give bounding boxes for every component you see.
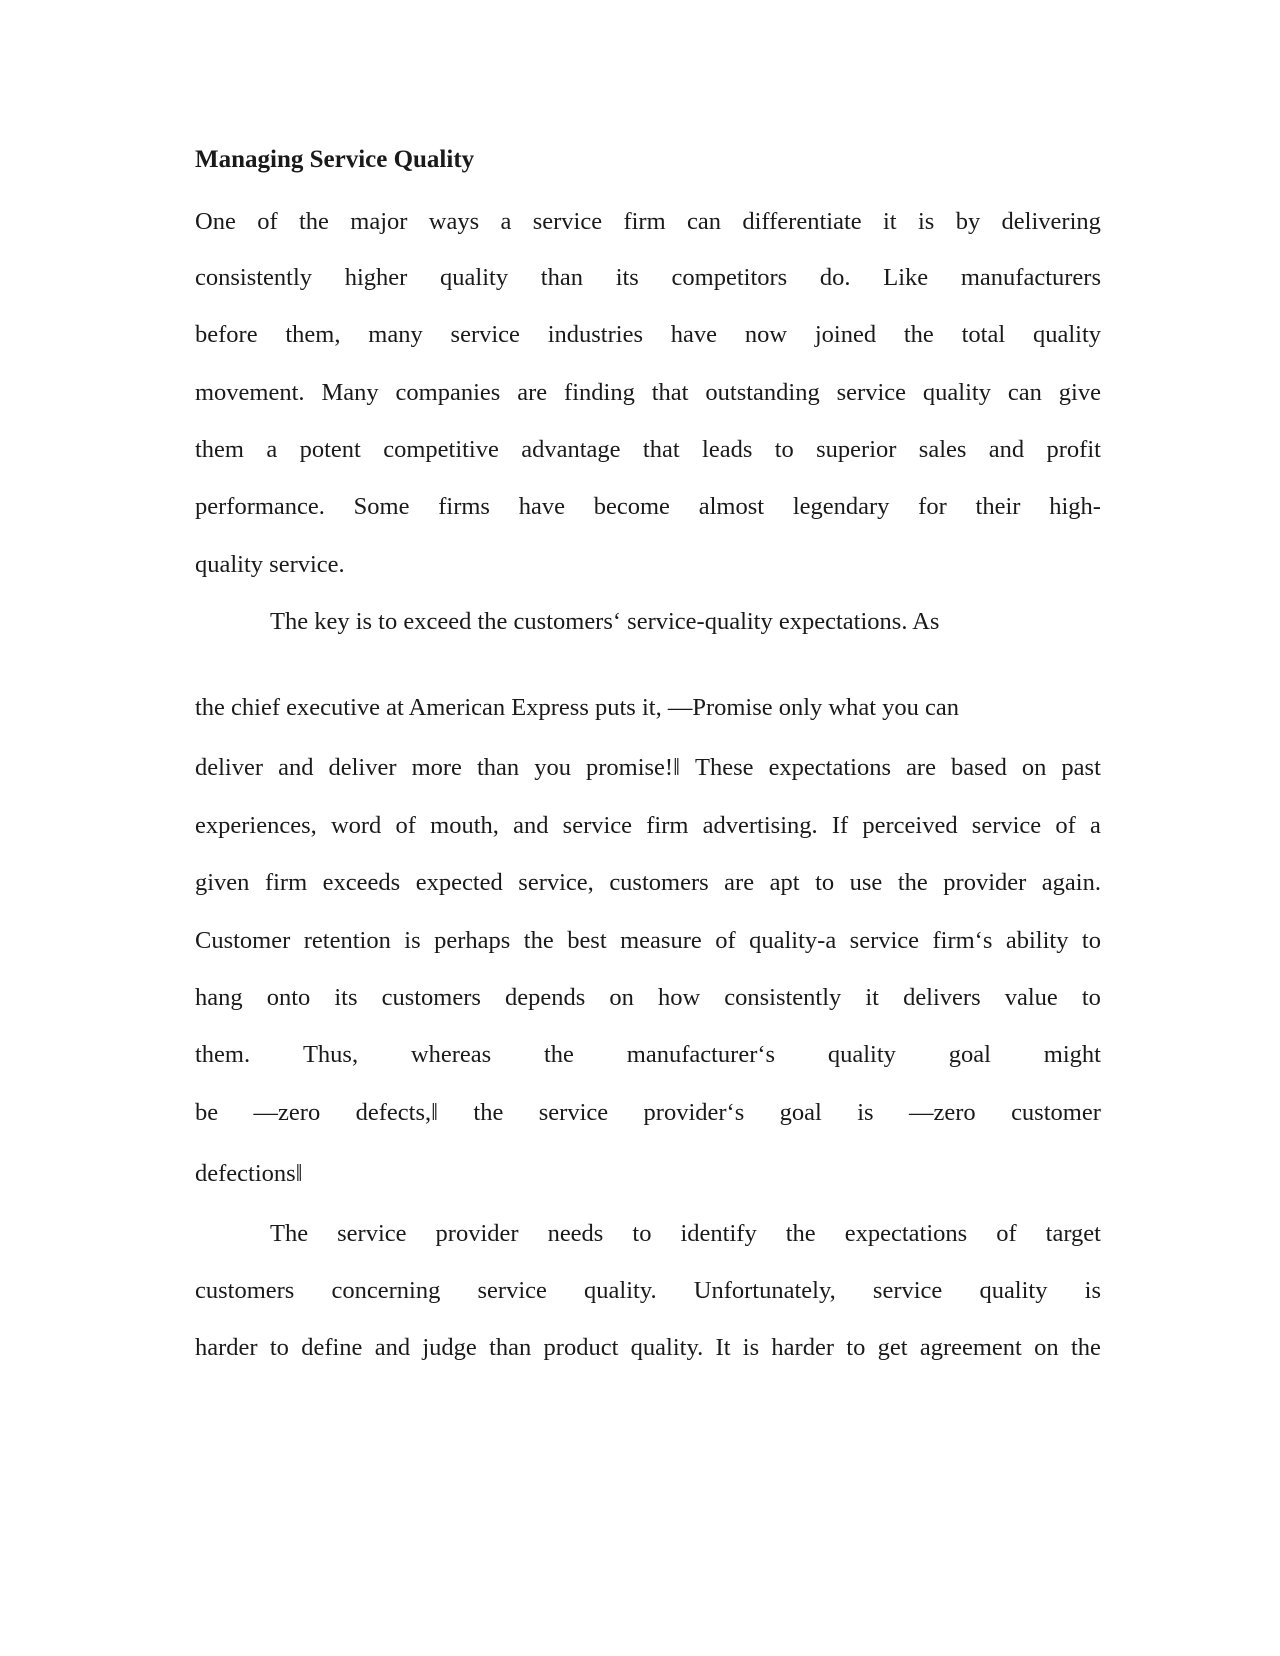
line-word: be (195, 1099, 219, 1126)
line-word: for (918, 493, 947, 520)
paragraph-line (195, 1333, 1101, 1363)
line-word: harder (771, 1334, 834, 1361)
document-heading: Managing Service Quality (195, 146, 475, 173)
line-word: best (567, 927, 607, 954)
paragraph-line (195, 550, 1101, 580)
line-word: judge (422, 1334, 477, 1361)
line-word: ability (1005, 927, 1069, 954)
line-word: These (695, 754, 754, 781)
line-word: Thus, (302, 1041, 359, 1068)
line-word: ways (428, 208, 480, 235)
line-word: Many (321, 379, 379, 406)
line-word: quality (827, 1041, 896, 1068)
line-word: almost (698, 493, 765, 520)
line-word: its (334, 984, 358, 1011)
line-word: joined (814, 321, 877, 348)
line-word: finding (564, 379, 635, 406)
paragraph-line (270, 1219, 1101, 1249)
line-word: more (411, 754, 462, 781)
line-word: quality (922, 379, 991, 406)
line-word: are (517, 379, 548, 406)
line-word: service (836, 379, 907, 406)
line-word: total (961, 321, 1006, 348)
line-text: defections‖ (195, 1160, 303, 1187)
line-word: on (609, 984, 634, 1011)
line-word: higher (344, 264, 408, 291)
line-word: is (1084, 1277, 1101, 1304)
line-word: the (897, 869, 928, 896)
line-word: the (1070, 1334, 1101, 1361)
line-word: a (266, 436, 278, 463)
line-word: you (534, 754, 571, 781)
line-word: can (687, 208, 722, 235)
line-word: measure (620, 927, 702, 954)
line-word: might (1043, 1041, 1101, 1068)
line-word: on (1021, 754, 1047, 781)
line-word: its (615, 264, 639, 291)
line-text: The key is to exceed the customers‘ service-quality expectations. As (270, 608, 940, 635)
paragraph-line (195, 320, 1101, 350)
line-word: of (257, 208, 278, 235)
line-word: before (195, 321, 258, 348)
line-word: the (473, 1099, 504, 1126)
line-word: expectations (768, 754, 892, 781)
line-word: goal (779, 1099, 822, 1126)
line-word: a (500, 208, 512, 235)
line-word: quality. (584, 1277, 657, 1304)
line-word: service (971, 812, 1042, 839)
line-word: are (906, 754, 936, 781)
line-word: than (476, 754, 520, 781)
line-word: of (395, 812, 416, 839)
line-word: Some (353, 493, 410, 520)
line-word: manufacturers (960, 264, 1101, 291)
line-word: firms (438, 493, 490, 520)
line-word: leads (702, 436, 753, 463)
line-word: The (270, 1220, 309, 1247)
line-word: outstanding (705, 379, 820, 406)
line-word: value (1004, 984, 1058, 1011)
line-word: retention (303, 927, 391, 954)
line-word: become (593, 493, 670, 520)
line-word: of (996, 1220, 1017, 1247)
line-word: by (955, 208, 981, 235)
line-word: Unfortunately, (693, 1277, 836, 1304)
paragraph-line (195, 492, 1101, 522)
line-word: the (903, 321, 934, 348)
paragraph-line (195, 753, 1101, 783)
line-word: performance. (195, 493, 325, 520)
line-word: concerning (331, 1277, 441, 1304)
line-word: competitors (671, 264, 788, 291)
line-word: to (774, 436, 794, 463)
paragraph-line (195, 926, 1101, 956)
line-word: depends (505, 984, 586, 1011)
line-word: get (877, 1334, 908, 1361)
line-word: service (532, 208, 603, 235)
paragraph-line (195, 378, 1101, 408)
paragraph-line (195, 207, 1101, 237)
line-word: service (849, 927, 920, 954)
line-word: movement. (195, 379, 305, 406)
line-word: and (374, 1334, 411, 1361)
line-word: consistently (195, 264, 313, 291)
line-word: —zero (253, 1099, 321, 1126)
line-word: service, (518, 869, 594, 896)
line-word: service (562, 812, 633, 839)
paragraph-line (195, 263, 1101, 293)
line-word: onto (266, 984, 311, 1011)
paragraph-line (195, 693, 1101, 723)
paragraph-line (195, 983, 1101, 1013)
paragraph-line (195, 1040, 1101, 1070)
line-word: again. (1041, 869, 1101, 896)
line-word: perhaps (434, 927, 511, 954)
line-word: promise!‖ (586, 754, 680, 781)
line-word: mouth, (430, 812, 499, 839)
line-word: the (785, 1220, 816, 1247)
line-word: industries (547, 321, 643, 348)
line-word: It (715, 1334, 731, 1361)
line-word: of (715, 927, 736, 954)
line-word: firm‘s (932, 927, 993, 954)
line-word: are (724, 869, 755, 896)
line-word: needs (547, 1220, 604, 1247)
line-word: firm (623, 208, 666, 235)
line-word: provider‘s (643, 1099, 745, 1126)
line-word: have (670, 321, 718, 348)
line-word: and (513, 812, 549, 839)
line-word: customer (1011, 1099, 1101, 1126)
line-word: product (543, 1334, 619, 1361)
line-word: competitive (383, 436, 499, 463)
line-word: deliver (328, 754, 397, 781)
line-word: it (883, 208, 897, 235)
line-word: and (988, 436, 1025, 463)
line-word: hang (195, 984, 243, 1011)
line-word: exceeds (322, 869, 401, 896)
line-word: to (1081, 984, 1101, 1011)
line-word: expected (415, 869, 503, 896)
line-word: is (917, 208, 935, 235)
line-word: Customer (195, 927, 291, 954)
line-word: —zero (908, 1099, 976, 1126)
line-word: delivers (903, 984, 981, 1011)
line-word: legendary (792, 493, 890, 520)
line-word: delivering (1001, 208, 1101, 235)
line-word: define (301, 1334, 363, 1361)
paragraph-line (195, 435, 1101, 465)
line-word: than (489, 1334, 532, 1361)
line-word: One (195, 208, 236, 235)
line-word: is (404, 927, 421, 954)
line-word: provider (943, 869, 1027, 896)
line-word: If (831, 812, 849, 839)
line-word: is (742, 1334, 760, 1361)
line-word: to (815, 869, 835, 896)
line-word: major (350, 208, 408, 235)
line-word: apt (769, 869, 800, 896)
line-word: many (368, 321, 423, 348)
line-word: a (1090, 812, 1101, 839)
line-word: quality (979, 1277, 1048, 1304)
line-word: how (657, 984, 701, 1011)
line-text: the chief executive at American Express puts it, —Promise only what you can (195, 694, 960, 721)
line-word: experiences, (195, 812, 317, 839)
line-word: of (1055, 812, 1076, 839)
line-word: them. (195, 1041, 251, 1068)
line-word: provider (435, 1220, 519, 1247)
line-word: firm (264, 869, 308, 896)
line-word: quality (1032, 321, 1101, 348)
line-word: service (337, 1220, 407, 1247)
paragraph-line (195, 1159, 1101, 1189)
line-word: customers (195, 1277, 295, 1304)
line-word: quality-a (749, 927, 837, 954)
line-word: whereas (410, 1041, 492, 1068)
line-word: expectations (844, 1220, 968, 1247)
line-word: harder (195, 1334, 258, 1361)
paragraph-line (195, 1098, 1101, 1128)
line-word: on (1034, 1334, 1059, 1361)
line-word: high- (1049, 493, 1101, 520)
line-word: agreement (919, 1334, 1022, 1361)
line-word: firm (646, 812, 689, 839)
line-word: to (846, 1334, 866, 1361)
line-word: it (865, 984, 879, 1011)
paragraph-line (195, 1276, 1101, 1306)
line-word: can (1007, 379, 1042, 406)
line-word: to (632, 1220, 652, 1247)
line-word: target (1045, 1220, 1101, 1247)
line-text: quality service. (195, 551, 345, 578)
line-word: have (518, 493, 565, 520)
line-word: that (642, 436, 680, 463)
line-word: them, (285, 321, 341, 348)
line-word: goal (948, 1041, 991, 1068)
line-word: now (744, 321, 788, 348)
paragraph-line (195, 868, 1101, 898)
line-word: differentiate (742, 208, 862, 235)
line-word: to (269, 1334, 289, 1361)
line-word: customers (381, 984, 481, 1011)
line-word: consistently (724, 984, 842, 1011)
line-word: do. (819, 264, 851, 291)
line-word: service (450, 321, 520, 348)
line-word: that (651, 379, 689, 406)
line-word: deliver (195, 754, 264, 781)
line-word: than (540, 264, 583, 291)
line-word: advantage (521, 436, 621, 463)
line-word: perceived (862, 812, 958, 839)
line-word: the (298, 208, 329, 235)
line-word: potent (299, 436, 361, 463)
line-word: quality. (630, 1334, 704, 1361)
line-word: based (951, 754, 1007, 781)
line-word: to (1081, 927, 1101, 954)
line-word: customers (609, 869, 709, 896)
line-word: companies (395, 379, 501, 406)
line-word: past (1061, 754, 1101, 781)
line-word: profit (1046, 436, 1101, 463)
line-word: word (330, 812, 382, 839)
line-word: quality (440, 264, 509, 291)
paragraph-line (195, 811, 1101, 841)
line-word: them (195, 436, 244, 463)
line-word: manufacturer‘s (626, 1041, 776, 1068)
line-word: defects,‖ (355, 1099, 438, 1126)
line-word: the (523, 927, 554, 954)
line-word: identify (680, 1220, 757, 1247)
line-word: Like (883, 264, 929, 291)
line-word: their (975, 493, 1021, 520)
line-word: superior (816, 436, 897, 463)
line-word: use (849, 869, 883, 896)
line-word: advertising. (702, 812, 818, 839)
line-word: given (195, 869, 250, 896)
line-word: service (538, 1099, 609, 1126)
line-word: and (278, 754, 314, 781)
line-word: the (544, 1041, 574, 1068)
paragraph-line (270, 607, 1101, 637)
line-word: sales (918, 436, 967, 463)
line-word: give (1058, 379, 1101, 406)
line-word: service (872, 1277, 943, 1304)
line-word: is (857, 1099, 874, 1126)
line-word: service (477, 1277, 547, 1304)
